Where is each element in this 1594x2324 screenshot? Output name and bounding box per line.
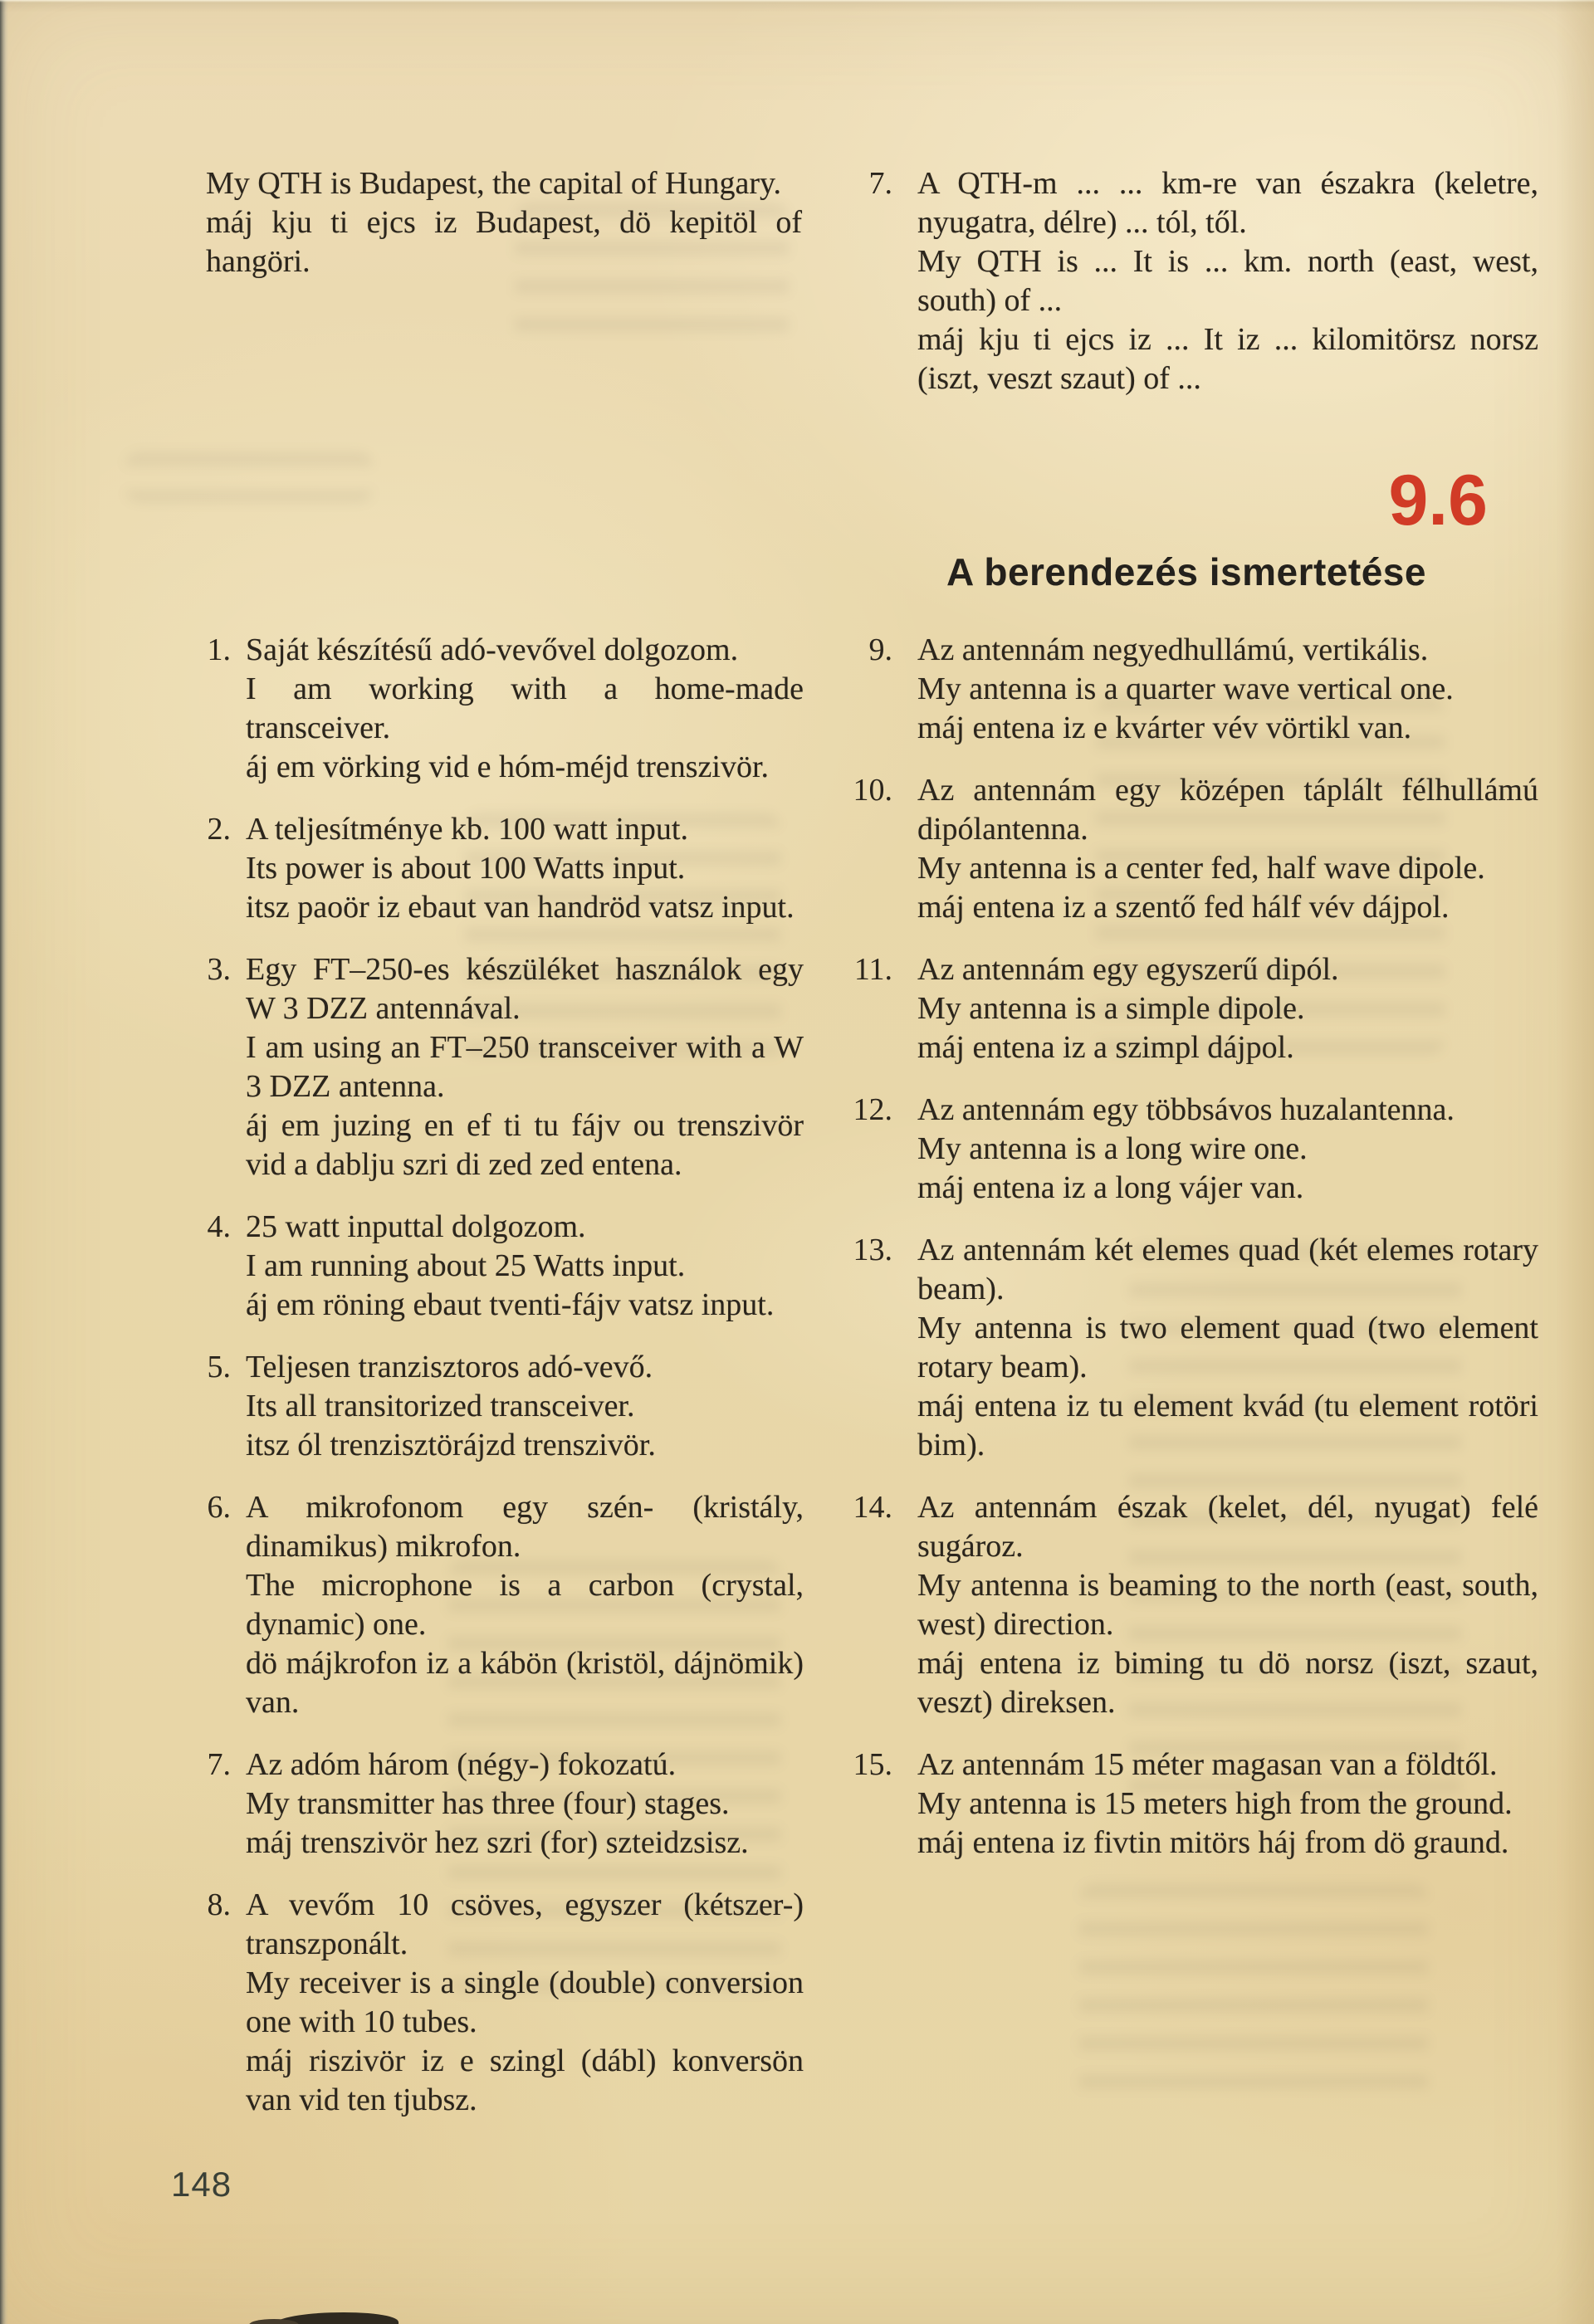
phrase-phonetic: máj riszivör iz e szingl (dábl) konversön van vid ten tjubsz. xyxy=(246,2043,804,2117)
item-number: 11. xyxy=(853,952,892,987)
phrase-english: My antenna is a quarter wave vertical one. xyxy=(917,671,1454,706)
phrase-english: Its power is about 100 Watts input. xyxy=(246,851,686,886)
phrase-english: My QTH is Budapest, the capital of Hungary. xyxy=(206,166,781,201)
phrase-hungarian: Teljesen tranzisztoros adó-vevő. xyxy=(246,1350,653,1384)
phrase-english: Its all transitorized transceiver. xyxy=(246,1389,635,1423)
phrase-item xyxy=(834,1488,1538,1722)
phrase-english: My transmitter has three (four) stages. xyxy=(246,1786,730,1821)
phrase-english: My antenna is a long wire one. xyxy=(917,1131,1308,1166)
page-number: 148 xyxy=(171,2165,232,2204)
item-number: 14. xyxy=(853,1490,892,1525)
left-column xyxy=(189,631,804,2143)
phrase-phonetic: máj entena iz biming tu dö norsz (iszt, szaut, veszt) direksen. xyxy=(917,1646,1538,1720)
phrase-phonetic: áj em röning ebaut tventi-fájv vatsz input. xyxy=(246,1287,775,1322)
phrase-phonetic: máj entena iz e kvárter vév vörtikl van. xyxy=(917,710,1412,745)
phrase-hungarian: 25 watt inputtal dolgozom. xyxy=(246,1209,586,1244)
phrase-phonetic: áj em juzing en ef ti tu fájv ou trenszivör vid a dablju szri di zed zed entena. xyxy=(246,1108,804,1182)
phrase-item xyxy=(189,1208,804,1325)
item-number: 5. xyxy=(207,1350,231,1384)
phrase-item xyxy=(834,1745,1538,1863)
phrase-english: My antenna is two element quad (two element rotary beam). xyxy=(917,1311,1538,1384)
phrase-hungarian: A vevőm 10 csöves, egyszer (kétszer-) transzponált. xyxy=(246,1887,804,1961)
phrase-english: My antenna is a center fed, half wave dipole. xyxy=(917,851,1485,886)
phrase-item xyxy=(189,810,804,927)
phrase-item xyxy=(189,631,804,787)
item-number: 7. xyxy=(207,1747,231,1782)
section-number: 9.6 xyxy=(1388,461,1488,540)
scan-edge-left xyxy=(0,0,8,2324)
show-through-smudge xyxy=(1079,1884,1428,2100)
phrase-hungarian: A teljesítménye kb. 100 watt input. xyxy=(246,812,688,847)
phrase-hungarian: Az antennám észak (kelet, dél, nyugat) felé sugároz. xyxy=(917,1490,1538,1564)
phrase-english: I am working with a home-made transceiver. xyxy=(246,671,804,745)
phrase-phonetic: áj em vörking vid e hóm-méjd trenszivör. xyxy=(246,749,770,784)
phrase-english: My antenna is 15 meters high from the ground. xyxy=(917,1786,1513,1821)
phrase-hungarian: Az antennám egy többsávos huzalantenna. xyxy=(917,1092,1455,1127)
phrase-english: I am running about 25 Watts input. xyxy=(246,1248,686,1283)
phrase-phonetic: máj entena iz a szimpl dájpol. xyxy=(917,1030,1294,1065)
scan-edge-right xyxy=(1556,0,1594,2324)
phrase-hungarian: Az antennám két elemes quad (két elemes rotary beam). xyxy=(917,1233,1538,1306)
item-number: 12. xyxy=(853,1092,892,1127)
item-number: 9. xyxy=(868,632,892,667)
phrase-item xyxy=(834,950,1538,1067)
carryover-item-7 xyxy=(834,164,1538,422)
phrase-hungarian: Az adóm három (négy-) fokozatú. xyxy=(246,1747,677,1782)
scan-edge-top xyxy=(0,0,1594,13)
item-number: 2. xyxy=(207,812,231,847)
phrase-item xyxy=(834,771,1538,927)
phrase-item xyxy=(834,1091,1538,1208)
right-column xyxy=(834,631,1538,1886)
phrase-item xyxy=(189,1488,804,1722)
phrase-hungarian: Az antennám egy egyszerű dipól. xyxy=(917,952,1339,987)
carryover-paragraph xyxy=(206,164,802,281)
phrase-english: My QTH is ... It is ... km. north (east, west, south) of ... xyxy=(917,244,1538,318)
item-number: 3. xyxy=(207,952,231,987)
show-through-smudge xyxy=(125,452,374,502)
phrase-english: My antenna is beaming to the north (east, south, west) direction. xyxy=(917,1568,1538,1642)
phrase-phonetic: itsz ól trenzisztörájzd trenszivör. xyxy=(246,1428,656,1462)
phrase-hungarian: Az antennám 15 méter magasan van a földtől. xyxy=(917,1747,1498,1782)
phrase-phonetic: máj trenszivör hez szri (for) szteidzsisz. xyxy=(246,1825,749,1860)
section-title: A berendezés ismertetése xyxy=(946,550,1426,593)
phrase-english: The microphone is a carbon (crystal, dynamic) one. xyxy=(246,1568,804,1642)
phrase-item xyxy=(189,1348,804,1465)
phrase-item xyxy=(189,1745,804,1863)
item-number: 1. xyxy=(207,632,231,667)
phrase-hungarian: Saját készítésű adó-vevővel dolgozom. xyxy=(246,632,739,667)
phrase-item xyxy=(834,631,1538,748)
item-number: 13. xyxy=(853,1233,892,1267)
item-number: 15. xyxy=(853,1747,892,1782)
item-number: 10. xyxy=(853,773,892,808)
phrase-phonetic: itsz paoör iz ebaut van handröd vatsz input. xyxy=(246,890,795,925)
phrase-phonetic: máj entena iz tu element kvád (tu element rotöri bim). xyxy=(917,1389,1538,1462)
phrase-item xyxy=(189,950,804,1184)
phrase-phonetic: máj entena iz a szentő fed hálf vév dájpol. xyxy=(917,890,1450,925)
phrase-item xyxy=(834,164,1538,398)
phrase-english: My antenna is a simple dipole. xyxy=(917,991,1305,1026)
phrase-english: My receiver is a single (double) conversion one with 10 tubes. xyxy=(246,1965,804,2039)
item-number: 4. xyxy=(207,1209,231,1244)
phrase-item xyxy=(189,1886,804,2120)
phrase-hungarian: Az antennám egy középen táplált félhullámú dipólantenna. xyxy=(917,773,1538,847)
phrase-hungarian: A mikrofonom egy szén- (kristály, dinamikus) mikrofon. xyxy=(246,1490,804,1564)
phrase-hungarian: Az antennám negyedhullámú, vertikális. xyxy=(917,632,1429,667)
phrase-hungarian: A QTH-m ... ... km-re van északra (keletre, nyugatra, délre) ... tól, től. xyxy=(917,166,1538,240)
phrase-english: I am using an FT–250 transceiver with a W 3 DZZ antenna. xyxy=(246,1030,804,1104)
phrase-hungarian: Egy FT–250-es készüléket használok egy W 3 DZZ antennával. xyxy=(246,952,804,1026)
phrase-item xyxy=(834,1231,1538,1465)
phrase-phonetic: máj kju ti ejcs iz Budapest, dö kepitöl of hangöri. xyxy=(206,205,802,279)
item-number: 8. xyxy=(207,1887,231,1922)
phrase-phonetic: dö májkrofon iz a kábön (kristöl, dájnömik) van. xyxy=(246,1646,804,1720)
phrase-phonetic: máj kju ti ejcs iz ... It iz ... kilomitörsz norsz (iszt, veszt szaut) of ... xyxy=(917,322,1538,396)
phrase-phonetic: máj entena iz fivtin mitörs háj from dö graund. xyxy=(917,1825,1509,1860)
item-number: 6. xyxy=(207,1490,231,1525)
phrase-phonetic: máj entena iz a long vájer van. xyxy=(917,1170,1304,1205)
item-number: 7. xyxy=(868,166,892,201)
